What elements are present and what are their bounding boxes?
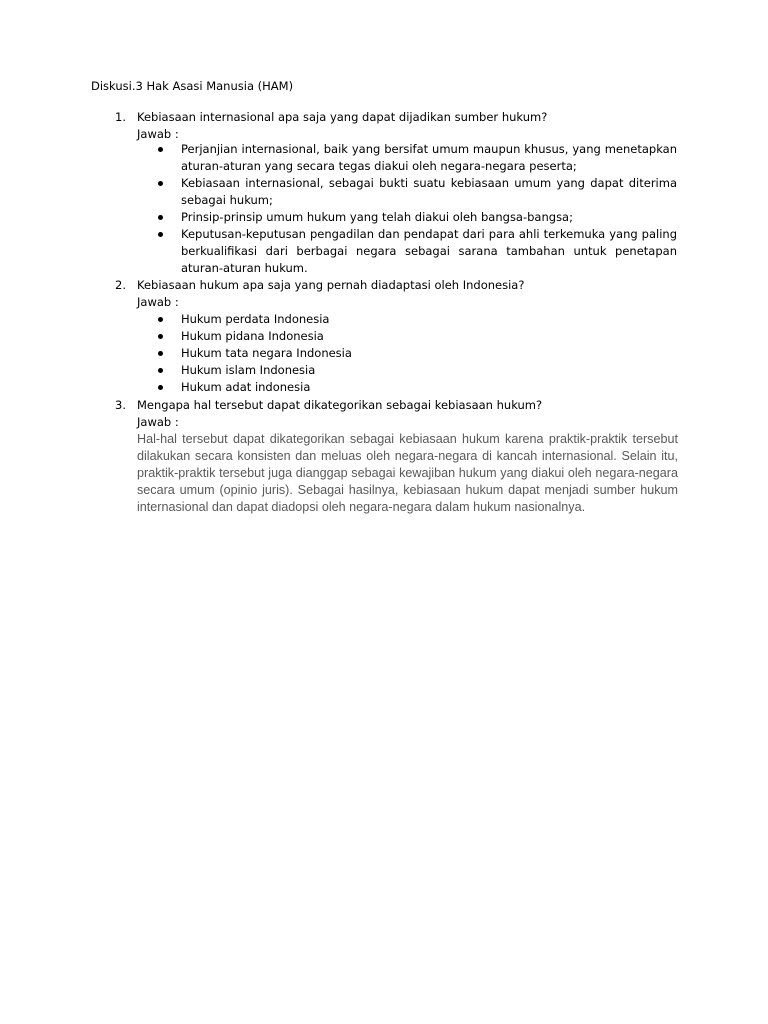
bullet-icon [158,181,163,186]
list-item [0,362,768,379]
question-text: Kebiasaan internasional apa saja yang dapat dijadikan sumber hukum? [137,110,548,124]
list-item [0,328,768,345]
list-item [0,209,768,226]
bullet-text: Hukum islam Indonesia [181,363,316,377]
bullet-text: Prinsip-prinsip umum hukum yang telah diakui oleh bangsa-bangsa; [181,210,573,224]
answer-label: Jawab : [137,295,179,309]
question-text: Kebiasaan hukum apa saja yang pernah diadaptasi oleh Indonesia? [137,278,525,292]
list-item [0,226,768,277]
bullet-text: Hukum pidana Indonesia [181,329,324,343]
question-number: 2. [115,278,126,292]
bullet-text: Perjanjian internasional, baik yang bersifat umum maupun khusus, yang menetapkan aturan-aturan yang secara tegas diakui oleh negara-negara peserta; [181,142,677,173]
bullet-icon [158,368,163,373]
list-item [0,345,768,362]
question-text: Mengapa hal tersebut dapat dikategorikan sebagai kebiasaan hukum? [137,398,543,412]
question-number: 3. [115,398,126,412]
answer-bullet-list [0,141,768,277]
question-number: 1. [115,110,126,124]
answer-paragraph: Hal-hal tersebut dapat dikategorikan sebagai kebiasaan hukum karena praktik-praktik tersebut dilakukan secara konsisten dan meluas oleh negara-negara di kancah internasional. Selain itu, praktik-praktik tersebut juga dianggap sebagai kewajiban hukum yang diakui oleh negara-negara secara umum (opinio juris). Sebagai hasilnya, kebiasaan hukum dapat menjadi sumber hukum internasional dan dapat diadopsi oleh negara-negara dalam hukum nasionalnya. [137,432,678,514]
bullet-icon [158,385,163,390]
bullet-icon [158,215,163,220]
list-item [0,141,768,175]
answer-label: Jawab : [137,415,179,429]
list-item [0,175,768,209]
answer-label: Jawab : [137,127,179,141]
bullet-text: Hukum tata negara Indonesia [181,346,352,360]
document-title: Diskusi.3 Hak Asasi Manusia (HAM) [91,79,294,93]
list-item [0,311,768,328]
bullet-icon [158,147,163,152]
bullet-text: Hukum adat indonesia [181,380,311,394]
bullet-text: Kebiasaan internasional, sebagai bukti suatu kebiasaan umum yang dapat diterima sebagai hukum; [181,176,677,207]
answer-bullet-list [0,311,768,396]
list-item [0,379,768,396]
bullet-icon [158,317,163,322]
bullet-icon [158,334,163,339]
bullet-text: Hukum perdata Indonesia [181,312,330,326]
bullet-icon [158,232,163,237]
bullet-text: Keputusan-keputusan pengadilan dan pendapat dari para ahli terkemuka yang paling berkualifikasi dari berbagai negara sebagai sarana tambahan untuk penetapan aturan-aturan hukum. [181,227,677,275]
bullet-icon [158,351,163,356]
